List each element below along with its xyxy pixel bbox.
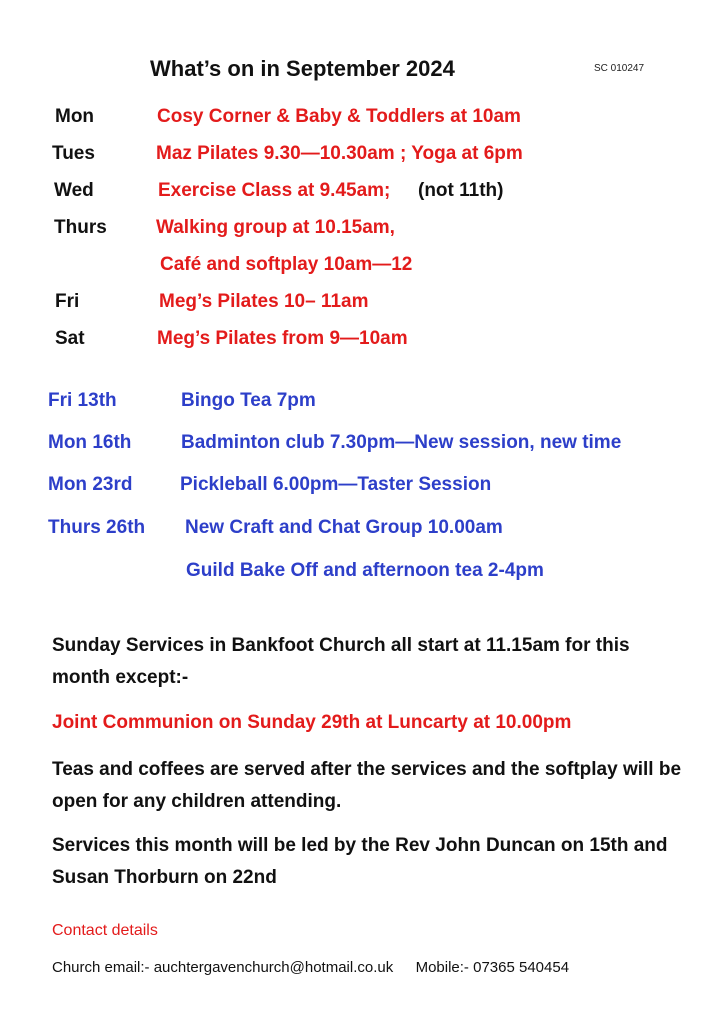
weekly-activity-wed: Exercise Class at 9.45am; xyxy=(158,180,391,201)
event-date: Mon 23rd xyxy=(48,474,133,495)
services-exception: Joint Communion on Sunday 29th at Luncarty at 10.00pm xyxy=(52,712,572,733)
weekly-day-tues: Tues xyxy=(52,143,95,164)
contact-line xyxy=(52,959,569,976)
church-email[interactable]: auchtergavenchurch@hotmail.co.uk xyxy=(153,959,394,976)
contact-heading: Contact details xyxy=(52,922,158,939)
event-title: Guild Bake Off and afternoon tea 2-4pm xyxy=(186,560,544,581)
mobile-number[interactable]: 07365 540454 xyxy=(473,959,570,976)
weekly-note-wed: (not 11th) xyxy=(418,180,504,201)
services-leaders: Services this month will be led by the Rev John Duncan on 15th and Susan Thorburn on 22nd xyxy=(52,835,668,888)
weekly-day-mon: Mon xyxy=(55,106,95,127)
weekly-activity-thurs-cafe: Café and softplay 10am—12 xyxy=(160,254,413,275)
event-title: Badminton club 7.30pm—New session, new time xyxy=(181,432,622,453)
weekly-day-sat: Sat xyxy=(55,328,85,349)
event-title: Bingo Tea 7pm xyxy=(181,390,316,411)
services-intro: Sunday Services in Bankfoot Church all start at 11.15am for this month except:- xyxy=(52,635,630,688)
weekly-day-wed: Wed xyxy=(54,180,94,201)
weekly-day-thurs: Thurs xyxy=(54,217,107,238)
weekly-activity-thurs: Walking group at 10.15am, xyxy=(156,217,395,238)
event-date: Fri 13th xyxy=(48,390,117,411)
mobile-label: Mobile:- xyxy=(415,959,469,976)
weekly-activity-mon: Cosy Corner & Baby & Toddlers at 10am xyxy=(157,106,521,127)
event-title: Pickleball 6.00pm—Taster Session xyxy=(180,474,492,495)
weekly-activity-tues: Maz Pilates 9.30—10.30am ; Yoga at 6pm xyxy=(156,143,523,164)
event-date: Thurs 26th xyxy=(48,517,146,538)
event-title: New Craft and Chat Group 10.00am xyxy=(185,517,503,538)
weekly-day-fri: Fri xyxy=(55,291,80,312)
weekly-activity-sat: Meg’s Pilates from 9—10am xyxy=(157,328,408,349)
page-title: What’s on in September 2024 xyxy=(150,56,455,81)
email-label: Church email:- xyxy=(52,959,150,976)
services-teas: Teas and coffees are served after the services and the softplay will be open for any children attending. xyxy=(52,759,682,812)
charity-number: SC 010247 xyxy=(594,63,645,74)
event-date: Mon 16th xyxy=(48,432,132,453)
weekly-activity-fri: Meg’s Pilates 10– 11am xyxy=(159,291,369,312)
